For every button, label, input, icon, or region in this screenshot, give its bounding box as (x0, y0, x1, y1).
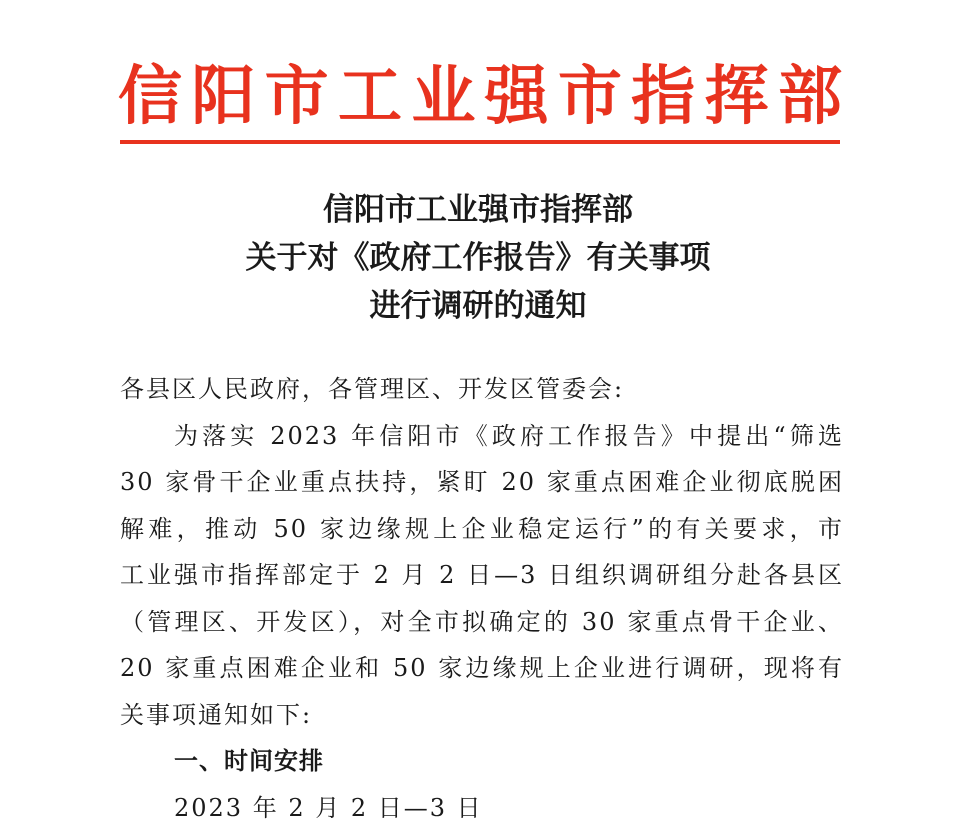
paragraph-line: 工业强市指挥部定于 2 月 2 日—3 日组织调研组分赴各县区 (120, 552, 844, 599)
paragraph-line: 解难，推动 50 家边缘规上企业稳定运行”的有关要求，市 (120, 506, 844, 553)
masthead-char: 强 (485, 65, 549, 129)
masthead-char: 业 (411, 65, 475, 129)
masthead-char: 部 (778, 65, 842, 129)
document-body (120, 366, 844, 831)
paragraph-line: 关事项通知如下: (120, 692, 844, 739)
masthead (118, 52, 842, 142)
masthead-divider (120, 140, 840, 144)
masthead-char: 指 (631, 65, 695, 129)
section-heading: 一、时间安排 (120, 738, 844, 785)
masthead-char: 市 (558, 65, 622, 129)
paragraph-line: 为落实 2023 年信阳市《政府工作报告》中提出“筛选 (120, 413, 844, 460)
masthead-char: 市 (265, 65, 329, 129)
section-text: 2023 年 2 月 2 日—3 日 (120, 785, 844, 831)
title-line: 进行调研的通知 (0, 282, 956, 330)
paragraph-line: （管理区、开发区），对全市拟确定的 30 家重点骨干企业、 (120, 599, 844, 646)
salutation: 各县区人民政府，各管理区、开发区管委会: (120, 366, 844, 413)
masthead-char: 挥 (705, 65, 769, 129)
paragraph-line: 20 家重点困难企业和 50 家边缘规上企业进行调研，现将有 (120, 645, 844, 692)
document-title (0, 186, 956, 330)
title-line: 信阳市工业强市指挥部 (0, 186, 956, 234)
masthead-char: 工 (338, 65, 402, 129)
masthead-char: 信 (118, 65, 182, 129)
masthead-char: 阳 (191, 65, 255, 129)
paragraph-line: 30 家骨干企业重点扶持，紧盯 20 家重点困难企业彻底脱困 (120, 459, 844, 506)
title-line: 关于对《政府工作报告》有关事项 (0, 234, 956, 282)
